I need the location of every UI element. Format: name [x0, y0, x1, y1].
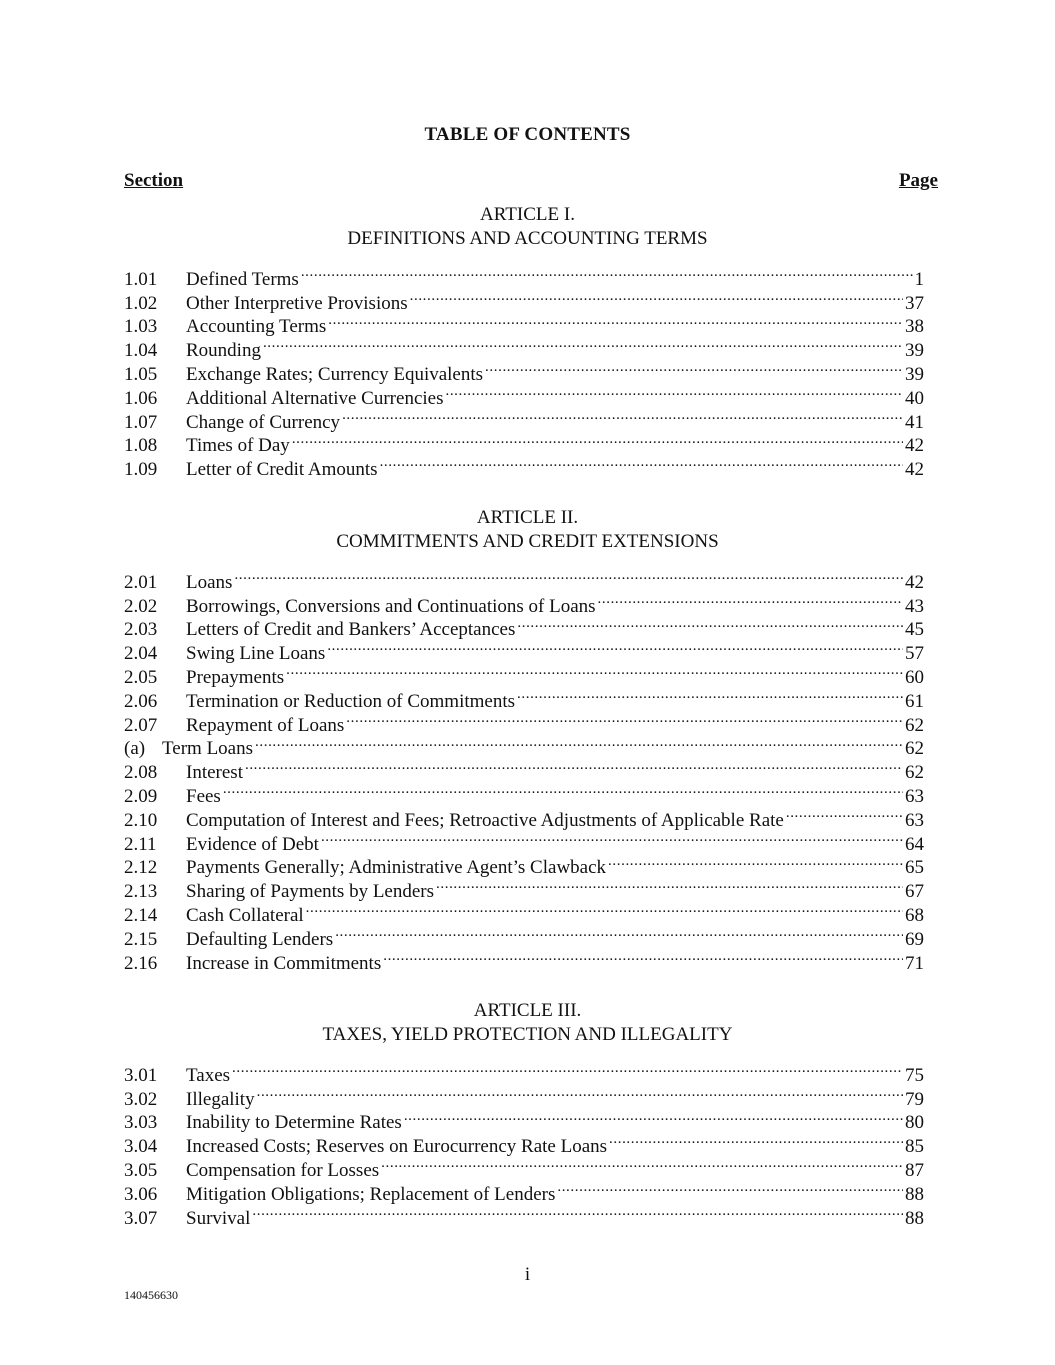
article-1-entries [124, 261, 924, 481]
entry-page: 87 [905, 1159, 924, 1181]
entry-number: 1.01 [124, 268, 158, 290]
entry-label: Sharing of Payments by Lenders [186, 881, 435, 903]
entry-label: Letters of Credit and Bankers’ Acceptances [186, 619, 516, 641]
dot-leader [342, 404, 903, 428]
entry-page: 65 [905, 857, 924, 879]
entry-page: 69 [905, 928, 924, 950]
entry-label: Loans [186, 571, 233, 593]
entry-label: Term Loans [162, 738, 254, 760]
entry-page: 80 [905, 1112, 924, 1134]
entry-page: 63 [905, 785, 924, 807]
dot-leader [257, 1081, 903, 1105]
entry-number: 2.09 [124, 785, 158, 807]
article-3-header [0, 999, 1055, 1047]
document-id: 140456630 [124, 1288, 178, 1302]
entry-page: 85 [905, 1136, 924, 1158]
article-number: ARTICLE III. [473, 1000, 582, 1021]
article-2-entries [124, 564, 924, 974]
entry-label: Swing Line Loans [186, 643, 326, 665]
entry-label: Accounting Terms [186, 316, 327, 338]
entry-label: Defaulting Lenders [186, 928, 334, 950]
entry-number: 1.03 [124, 316, 158, 338]
entry-number: 2.16 [124, 952, 158, 974]
entry-page: 88 [905, 1207, 924, 1229]
dot-leader [234, 564, 903, 588]
entry-page: 41 [905, 411, 924, 433]
entry-label: Taxes [186, 1064, 231, 1086]
entry-page: 62 [905, 762, 924, 784]
dot-leader [255, 731, 903, 755]
entry-number: 1.09 [124, 459, 158, 481]
entry-page: 61 [905, 690, 924, 712]
entry-number: 3.02 [124, 1088, 158, 1110]
toc-entry[interactable] [124, 1057, 924, 1086]
entry-number: 1.02 [124, 292, 158, 314]
article-1-header [0, 203, 1055, 251]
dot-leader [436, 873, 903, 897]
entry-label: Repayment of Loans [186, 714, 345, 736]
toc-entry[interactable] [124, 778, 924, 807]
article-heading: DEFINITIONS AND ACCOUNTING TERMS [347, 228, 708, 249]
entry-label: Other Interpretive Provisions [186, 292, 408, 314]
toc-entry[interactable] [124, 261, 924, 290]
entry-page: 67 [905, 881, 924, 903]
entry-label: Inability to Determine Rates [186, 1112, 402, 1134]
entry-number: 3.07 [124, 1207, 158, 1229]
entry-page: 42 [905, 435, 924, 457]
article-3-entries [124, 1057, 924, 1229]
entry-page: 79 [905, 1088, 924, 1110]
entry-label: Borrowings, Conversions and Continuations of Loans [186, 595, 596, 617]
entry-page: 38 [905, 316, 924, 338]
entry-page: 57 [905, 643, 924, 665]
entry-number: 3.05 [124, 1159, 158, 1181]
toc-entry[interactable] [124, 1081, 924, 1110]
dot-leader [609, 1128, 903, 1152]
article-number: ARTICLE II. [476, 507, 579, 528]
dot-leader [383, 945, 903, 969]
dot-leader [380, 451, 903, 475]
entry-page: 63 [905, 809, 924, 831]
entry-label: Times of Day [186, 435, 290, 457]
entry-number: 2.05 [124, 666, 158, 688]
entry-number: 2.14 [124, 904, 158, 926]
dot-leader [517, 612, 903, 636]
entry-number: 2.01 [124, 571, 158, 593]
entry-page: 39 [905, 363, 924, 385]
entry-label: Fees [186, 785, 221, 807]
dot-leader [557, 1176, 903, 1200]
entry-label: Letter of Credit Amounts [186, 459, 378, 481]
entry-page: 42 [905, 459, 924, 481]
entry-page: 60 [905, 666, 924, 688]
entry-label: Rounding [186, 340, 261, 362]
entry-page: 62 [905, 738, 924, 760]
entry-label: Survival [186, 1207, 251, 1229]
dot-leader [404, 1105, 903, 1129]
article-number: ARTICLE I. [480, 204, 575, 225]
dot-leader [263, 332, 903, 356]
entry-number: 3.01 [124, 1064, 158, 1086]
article-heading: TAXES, YIELD PROTECTION AND ILLEGALITY [322, 1024, 733, 1045]
entry-page: 62 [905, 714, 924, 736]
entry-number: 2.07 [124, 714, 158, 736]
article-2-header [0, 506, 1055, 554]
toc-title: TABLE OF CONTENTS [424, 124, 631, 145]
entry-page: 68 [905, 904, 924, 926]
dot-leader [306, 897, 903, 921]
entry-page: 43 [905, 595, 924, 617]
dot-leader [327, 635, 903, 659]
entry-label: Payments Generally; Administrative Agent’s Clawback [186, 857, 607, 879]
entry-number: 1.04 [124, 340, 158, 362]
dot-leader [328, 309, 903, 333]
entry-number: 2.11 [124, 833, 157, 855]
dot-leader [292, 428, 903, 452]
entry-label: Increase in Commitments [186, 952, 382, 974]
entry-number: 3.06 [124, 1183, 158, 1205]
entry-number: 2.02 [124, 595, 158, 617]
entry-number: 3.03 [124, 1112, 158, 1134]
dot-leader [598, 588, 903, 612]
entry-page: 37 [905, 292, 924, 314]
dot-leader [608, 850, 903, 874]
dot-leader [410, 285, 903, 309]
dot-leader [445, 380, 903, 404]
entry-number: 2.03 [124, 619, 158, 641]
dot-leader [346, 707, 903, 731]
article-heading: COMMITMENTS AND CREDIT EXTENSIONS [336, 531, 719, 552]
entry-page: 71 [905, 952, 924, 974]
entry-page: 64 [905, 833, 924, 855]
entry-number: 2.06 [124, 690, 158, 712]
entry-number: 2.13 [124, 881, 158, 903]
dot-leader [786, 802, 903, 826]
dot-leader [381, 1152, 903, 1176]
entry-number: 2.08 [124, 762, 158, 784]
entry-label: Evidence of Debt [186, 833, 319, 855]
entry-number: 2.04 [124, 643, 158, 665]
entry-page: 42 [905, 571, 924, 593]
entry-number: (a) [124, 738, 146, 760]
entry-number: 1.06 [124, 387, 158, 409]
page-number: i [524, 1264, 531, 1285]
entry-number: 2.10 [124, 809, 158, 831]
entry-number: 1.07 [124, 411, 158, 433]
toc-entry[interactable] [124, 588, 924, 617]
dot-leader [223, 778, 903, 802]
section-column-header: Section [124, 170, 184, 191]
dot-leader [335, 921, 903, 945]
toc-entry[interactable] [124, 564, 924, 593]
entry-number: 1.05 [124, 363, 158, 385]
dot-leader [245, 754, 903, 778]
entry-number: 2.12 [124, 857, 158, 879]
entry-label: Additional Alternative Currencies [186, 387, 444, 409]
dot-leader [252, 1200, 903, 1224]
entry-number: 1.08 [124, 435, 158, 457]
entry-label: Prepayments [186, 666, 285, 688]
entry-label: Compensation for Losses [186, 1159, 380, 1181]
entry-label: Cash Collateral [186, 904, 304, 926]
entry-number: 3.04 [124, 1136, 158, 1158]
entry-page: 88 [905, 1183, 924, 1205]
entry-page: 45 [905, 619, 924, 641]
page-column-header: Page [898, 170, 938, 191]
entry-label: Exchange Rates; Currency Equivalents [186, 363, 484, 385]
dot-leader [232, 1057, 903, 1081]
dot-leader [286, 659, 903, 683]
dot-leader [517, 683, 903, 707]
entry-page: 39 [905, 340, 924, 362]
entry-label: Interest [186, 762, 243, 784]
entry-page: 40 [905, 387, 924, 409]
entry-label: Mitigation Obligations; Replacement of Lenders [186, 1183, 556, 1205]
entry-number: 2.15 [124, 928, 158, 950]
dot-leader [485, 356, 903, 380]
toc-entry[interactable] [124, 754, 924, 784]
entry-label: Defined Terms [186, 268, 299, 290]
entry-label: Termination or Reduction of Commitments [186, 690, 516, 712]
entry-label: Illegality [186, 1088, 255, 1110]
entry-page: 1 [914, 268, 924, 290]
entry-label: Change of Currency [186, 411, 341, 433]
entry-label: Computation of Interest and Fees; Retroactive Adjustments of Applicable Rate [186, 809, 784, 831]
entry-label: Increased Costs; Reserves on Eurocurrency Rate Loans [186, 1136, 608, 1158]
toc-entry[interactable] [124, 802, 924, 831]
dot-leader [321, 826, 903, 850]
entry-page: 75 [905, 1064, 924, 1086]
dot-leader [301, 261, 913, 285]
